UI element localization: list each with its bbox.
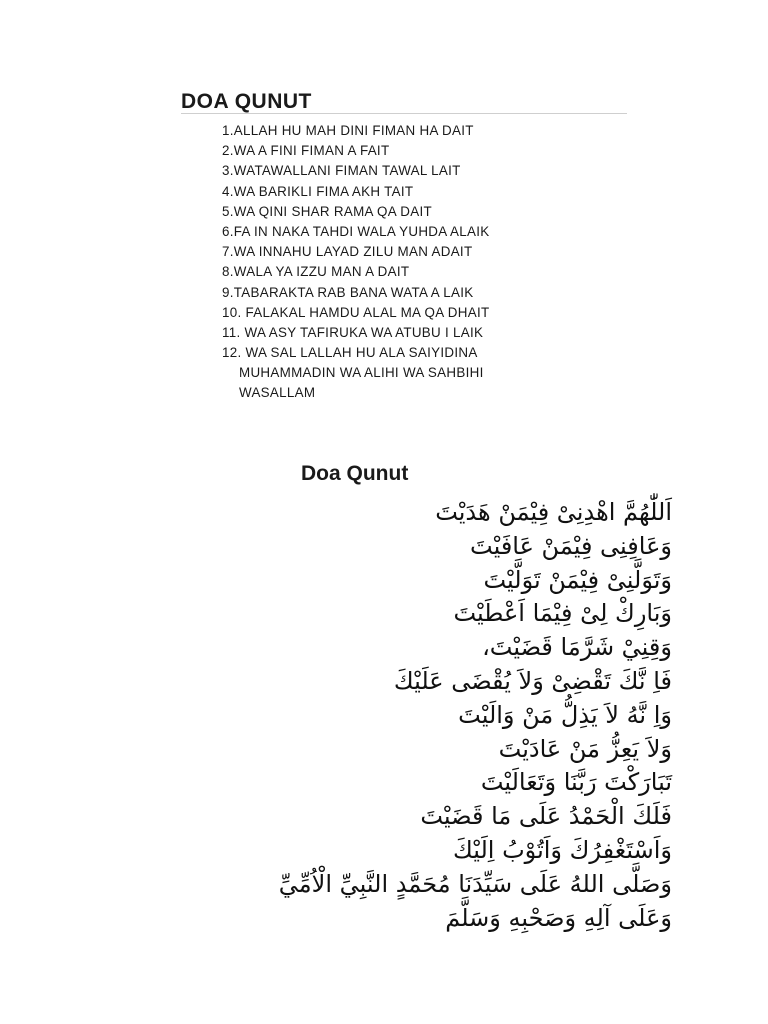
latin-line-11: 11. WA ASY TAFIRUKA WA ATUBU I LAIK xyxy=(222,324,484,340)
arabic-line-8: وَلاَ يَعِزُّ مَنْ عَادَيْتَ xyxy=(498,734,672,763)
latin-line-2: 2.WA A FINI FIMAN A FAIT xyxy=(222,143,390,159)
arabic-prayer-text xyxy=(120,496,672,935)
arabic-line-4: وَبَارِكْ لِىْ فِيْمَا اَعْطَيْتَ xyxy=(453,599,672,628)
arabic-title: Doa Qunut xyxy=(301,462,409,485)
latin-line-5: 5.WA QINI SHAR RAMA QA DAIT xyxy=(222,203,432,219)
latin-line-9: 9.TABARAKTA RAB BANA WATA A LAIK xyxy=(222,284,474,300)
latin-line-8: 8.WALA YA IZZU MAN A DAIT xyxy=(222,264,410,280)
arabic-line-12: وَصَلَّى اللهُ عَلَى سَيِّدَنَا مُحَمَّدٍ النَّبِيِّ الْاُمِّيِّ xyxy=(278,869,672,898)
arabic-line-3: وَتَوَلَّنِىْ فِيْمَنْ تَوَلَّيْتَ xyxy=(483,565,672,594)
title-divider xyxy=(181,113,627,114)
latin-line-12-start: 12. WA SAL LALLAH HU ALA SAIYIDINA xyxy=(222,345,478,361)
latin-line-12 xyxy=(222,343,632,404)
latin-prayer-list xyxy=(222,121,632,404)
arabic-line-5: وَقِنِيْ شَرَّمَا قَضَيْتَ، xyxy=(482,633,672,662)
arabic-line-11: وَاَسْتَغْفِرُكَ وَاَتُوْبُ اِلَيْكَ xyxy=(453,835,672,864)
latin-line-1: 1.ALLAH HU MAH DINI FIMAN HA DAIT xyxy=(222,123,474,138)
arabic-line-10: فَلَكَ الْحَمْدُ عَلَى مَا قَضَيْتَ xyxy=(420,802,672,831)
arabic-line-6: فَاِ نَّكَ تَقْضِىْ وَلاَ يُقْضَى عَلَيْكَ xyxy=(393,666,672,695)
latin-line-3: 3.WATAWALLANI FIMAN TAWAL LAIT xyxy=(222,163,461,179)
arabic-line-2: وَعَافِنِى فِيْمَنْ عَافَيْتَ xyxy=(470,531,672,560)
latin-line-6: 6.FA IN NAKA TAHDI WALA YUHDA ALAIK xyxy=(222,223,490,239)
latin-line-12-cont1: MUHAMMADIN WA ALIHI WA SAHBIHI xyxy=(239,365,484,381)
arabic-line-7: وَاِ نَّهُ لاَ يَذِلُّ مَنْ وَالَيْتَ xyxy=(458,700,672,729)
latin-line-7: 7.WA INNAHU LAYAD ZILU MAN ADAIT xyxy=(222,244,473,260)
arabic-line-9: تَبَارَكْتَ رَبَّنَا وَتَعَالَيْتَ xyxy=(480,768,672,797)
arabic-line-13: وَعَلَى آلِهِ وَصَحْبِهِ وَسَلَّمَ xyxy=(445,903,672,932)
latin-line-12-cont2: WASALLAM xyxy=(239,385,316,401)
latin-line-4: 4.WA BARIKLI FIMA AKH TAIT xyxy=(222,183,414,199)
arabic-line-1: اَللّٰهُمَّ اهْدِنِىْ فِيْمَنْ هَدَيْتَ xyxy=(435,498,672,526)
latin-title: DOA QUNUT xyxy=(181,90,312,113)
latin-line-10: 10. FALAKAL HAMDU ALAL MA QA DHAIT xyxy=(222,304,490,320)
